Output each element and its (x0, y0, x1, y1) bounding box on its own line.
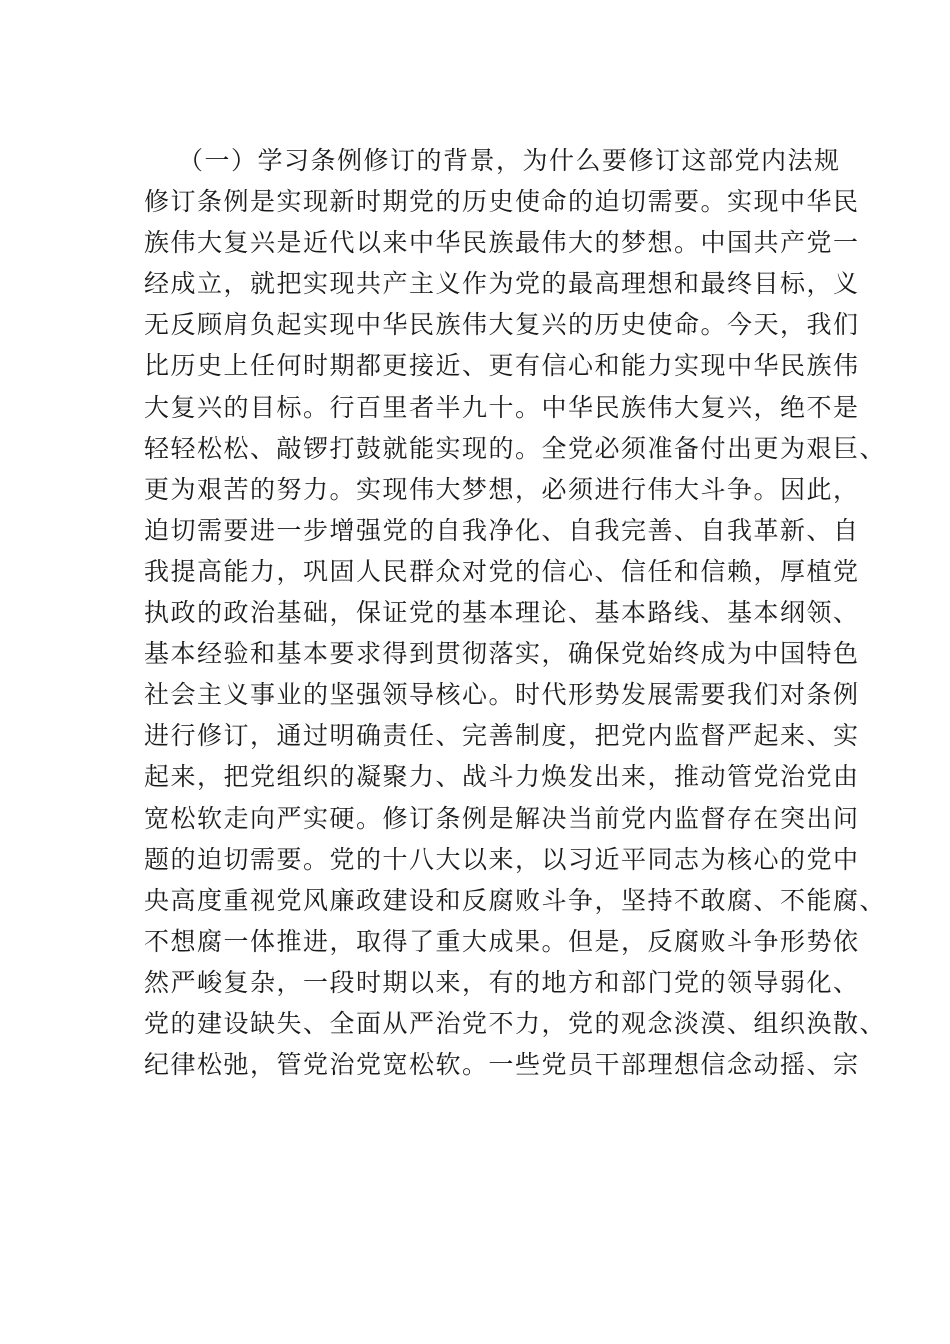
body-line: 基本经验和基本要求得到贯彻落实，确保党始终成为中国特色 (144, 639, 860, 669)
body-line: 纪律松弛，管党治党宽松软。一些党员干部理想信念动摇、宗 (144, 1050, 860, 1080)
body-line: 无反顾肩负起实现中华民族伟大复兴的历史使命。今天，我们 (144, 310, 860, 340)
body-line: 轻轻松松、敲锣打鼓就能实现的。全党必须准备付出更为艰巨、 (144, 433, 887, 463)
body-line: 更为艰苦的努力。实现伟大梦想，必须进行伟大斗争。因此， (144, 474, 860, 504)
body-line: 起来，把党组织的凝聚力、战斗力焕发出来，推动管党治党由 (144, 762, 860, 792)
body-line: 修订条例是实现新时期党的历史使命的迫切需要。实现中华民 (144, 187, 860, 217)
body-line: 经成立，就把实现共产主义作为党的最高理想和最终目标，义 (144, 269, 860, 299)
body-line: 进行修订，通过明确责任、完善制度，把党内监督严起来、实 (144, 721, 860, 751)
body-line: 宽松软走向严实硬。修订条例是解决当前党内监督存在突出问 (144, 803, 860, 833)
body-line: 比历史上任何时期都更接近、更有信心和能力实现中华民族伟 (144, 351, 860, 381)
body-line: 族伟大复兴是近代以来中华民族最伟大的梦想。中国共产党一 (144, 228, 860, 258)
body-line: 然严峻复杂，一段时期以来，有的地方和部门党的领导弱化、 (144, 967, 860, 997)
document-body (144, 140, 887, 1085)
body-line: 题的迫切需要。党的十八大以来，以习近平同志为核心的党中 (144, 844, 860, 874)
section-heading: （一）学习条例修订的背景，为什么要修订这部党内法规 (178, 146, 841, 175)
body-line: 迫切需要进一步增强党的自我净化、自我完善、自我革新、自 (144, 515, 860, 545)
body-line: 党的建设缺失、全面从严治党不力，党的观念淡漠、组织涣散、 (144, 1008, 887, 1038)
body-line: 我提高能力，巩固人民群众对党的信心、信任和信赖，厚植党 (144, 556, 860, 586)
body-line: 执政的政治基础，保证党的基本理论、基本路线、基本纲领、 (144, 598, 860, 628)
body-line: 不想腐一体推进，取得了重大成果。但是，反腐败斗争形势依 (144, 926, 860, 956)
body-line: 社会主义事业的坚强领导核心。时代形势发展需要我们对条例 (144, 680, 860, 710)
body-line: 央高度重视党风廉政建设和反腐败斗争，坚持不敢腐、不能腐、 (144, 885, 887, 915)
body-line: 大复兴的目标。行百里者半九十。中华民族伟大复兴，绝不是 (144, 392, 860, 422)
